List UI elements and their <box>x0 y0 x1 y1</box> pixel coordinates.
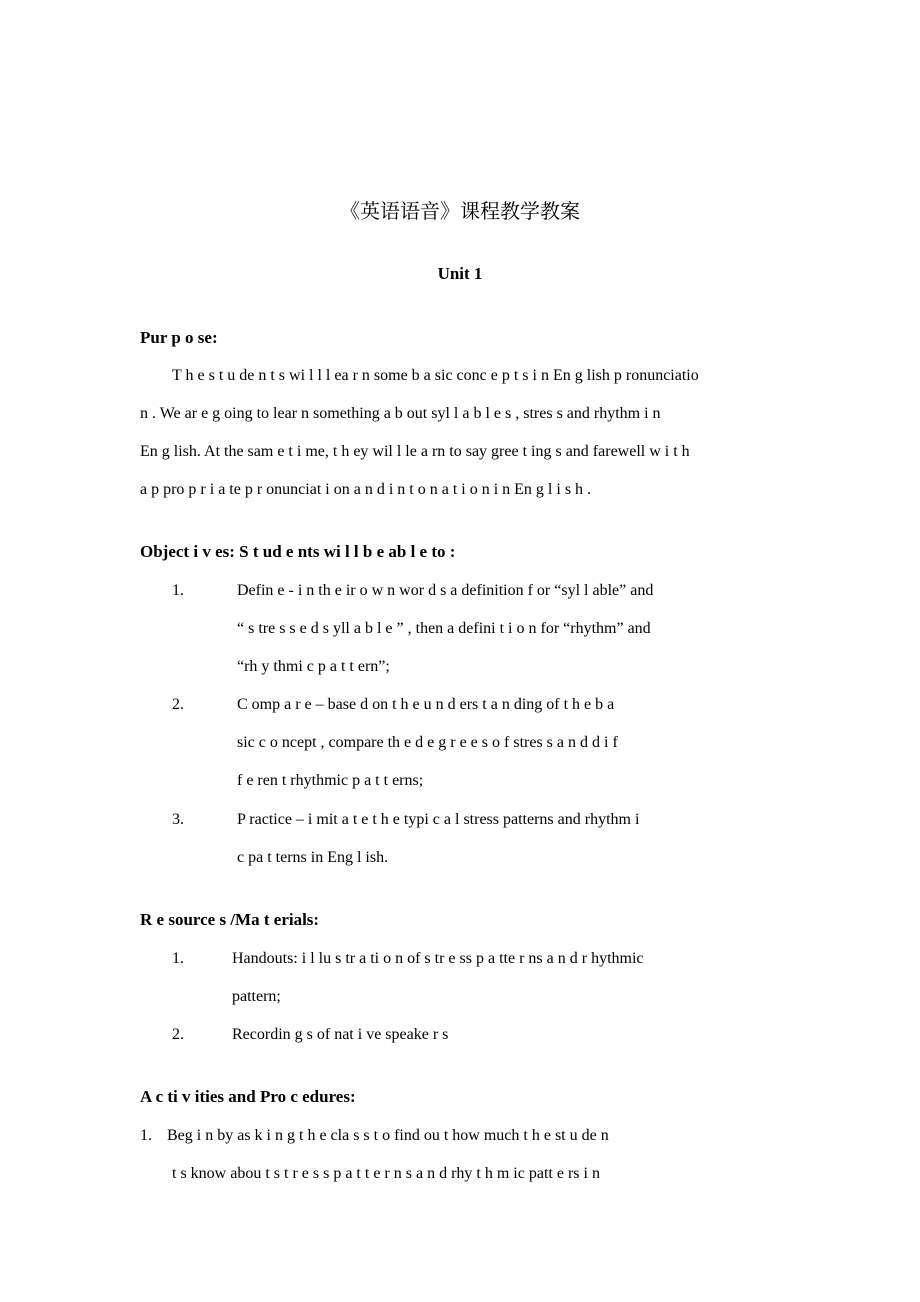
objective-line: c pa t terns in Eng l ish. <box>237 849 389 866</box>
objective-line: sic c o ncept , compare th e d e g r e e s o f stres s a n d d i f <box>237 734 618 751</box>
list-number: 2. <box>172 696 184 713</box>
purpose-line: T h e s t u de n t s wi l l l ea r n some b a sic conc e p t s i n En g lish p ronunciatio <box>172 367 699 384</box>
objective-line: f e ren t rhythmic p a t t erns; <box>237 772 424 789</box>
unit-heading: Unit 1 <box>437 264 483 283</box>
resource-line: Handouts: i l lu s tr a ti o n of s tr e ss p a tte r ns a n d r hythmic <box>232 950 644 967</box>
objective-line: Defin e - i n th e ir o w n wor d s a definition f or “syl l able” and <box>237 582 654 599</box>
objectives-heading: Object i v es: S t ud e nts wi l l b e ab l e to : <box>140 542 456 561</box>
objective-line: C omp a r e – base d on t h e u n d ers t a n ding of t h e b a <box>237 696 615 713</box>
objective-line: “rh y thmi c p a t t ern”; <box>237 658 390 675</box>
resource-line: Recordin g s of nat i ve speake r s <box>232 1026 449 1043</box>
resource-line: pattern; <box>232 988 281 1005</box>
list-number: 1. <box>140 1127 152 1144</box>
purpose-line: En g lish. At the sam e t i me, t h ey wil l le a rn to say gree t ing s and farewell w i t h <box>140 443 690 460</box>
purpose-heading: Pur p o se: <box>140 328 218 347</box>
list-number: 1. <box>172 950 184 967</box>
objective-line: P ractice – i mit a t e t h e typi c a l stress patterns and rhythm i <box>237 811 640 828</box>
activity-line: t s know abou t s t r e s s p a t t e r n s a n d rhy t h m ic patt e rs i n <box>172 1165 600 1182</box>
resources-heading: R e source s /Ma t erials: <box>140 910 320 929</box>
objective-line: “ s tre s s e d s yll a b l e ” , then a defini t i o n for “rhythm” and <box>237 620 651 637</box>
activity-line: Beg i n by as k i n g t h e cla s s t o find ou t how much t h e st u de n <box>167 1127 609 1144</box>
document-title: 《英语语音》课程教学教案 <box>340 201 580 223</box>
purpose-line: a p pro p r i a te p r onunciat i on a n d i n t o n a t i o n i n En g l i s h . <box>140 481 592 498</box>
list-number: 1. <box>172 582 184 599</box>
list-number: 3. <box>172 811 184 828</box>
list-number: 2. <box>172 1026 184 1043</box>
purpose-line: n . We ar e g oing to lear n something a b out syl l a b l e s , stres s and rhythm i n <box>140 405 661 422</box>
activities-heading: A c ti v ities and Pro c edures: <box>140 1087 356 1106</box>
